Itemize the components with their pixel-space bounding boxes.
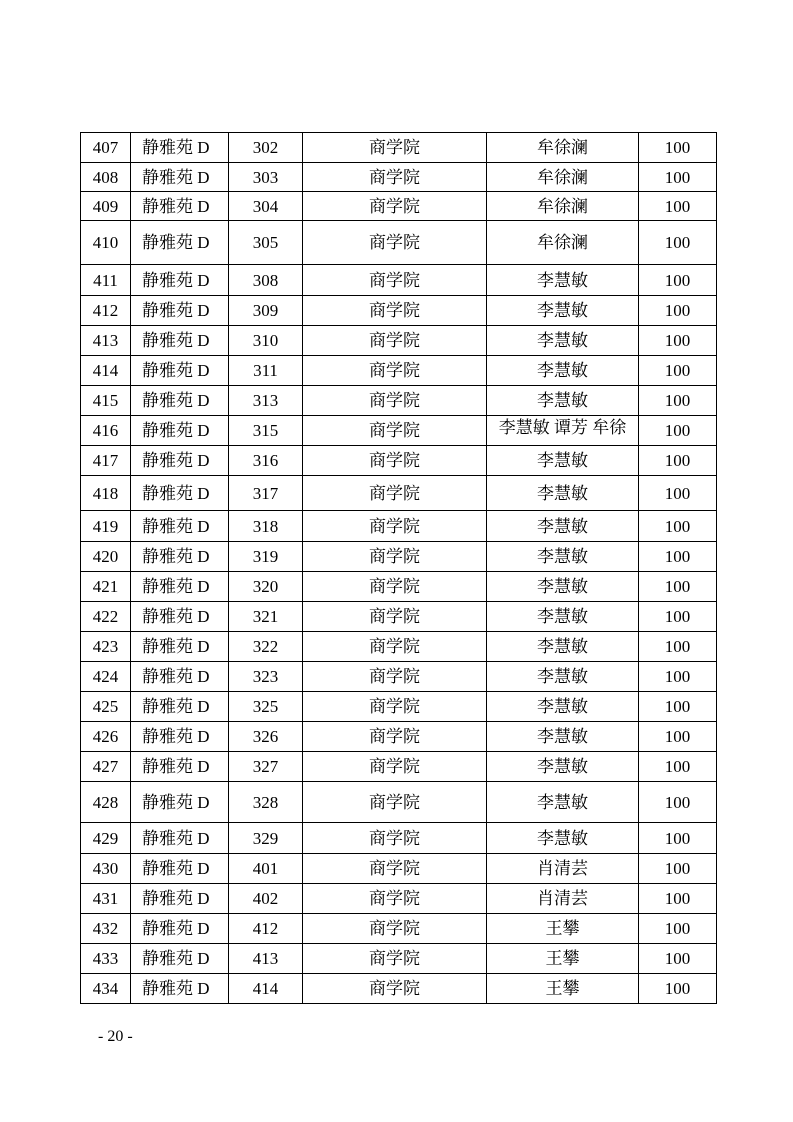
cell-college: 商学院: [303, 944, 487, 974]
cell-no: 424: [81, 662, 131, 692]
cell-room: 323: [229, 662, 303, 692]
cell-building: 静雅苑 D: [131, 854, 229, 884]
cell-building: 静雅苑 D: [131, 752, 229, 782]
cell-building: 静雅苑 D: [131, 914, 229, 944]
cell-building: 静雅苑 D: [131, 602, 229, 632]
cell-score: 100: [639, 602, 717, 632]
cell-no: 407: [81, 133, 131, 163]
cell-building: 静雅苑 D: [131, 632, 229, 662]
cell-score: 100: [639, 823, 717, 854]
table-row: [81, 446, 717, 476]
page-number: - 20 -: [98, 1028, 133, 1045]
cell-teacher: 李慧敏: [487, 296, 639, 326]
table-row: [81, 914, 717, 944]
cell-no: 422: [81, 602, 131, 632]
cell-room: 327: [229, 752, 303, 782]
cell-college: 商学院: [303, 265, 487, 296]
cell-building: 静雅苑 D: [131, 823, 229, 854]
cell-teacher: 李慧敏: [487, 476, 639, 511]
cell-teacher: 李慧敏: [487, 722, 639, 752]
table-row: [81, 326, 717, 356]
cell-college: 商学院: [303, 446, 487, 476]
cell-teacher: 李慧敏: [487, 386, 639, 416]
cell-room: 305: [229, 221, 303, 265]
cell-building: 静雅苑 D: [131, 416, 229, 446]
cell-teacher: 肖清芸: [487, 884, 639, 914]
cell-score: 100: [639, 884, 717, 914]
cell-no: 417: [81, 446, 131, 476]
cell-room: 414: [229, 974, 303, 1004]
cell-college: 商学院: [303, 974, 487, 1004]
cell-teacher: 李慧敏: [487, 782, 639, 823]
cell-no: 409: [81, 192, 131, 221]
table-row: [81, 823, 717, 854]
cell-college: 商学院: [303, 192, 487, 221]
cell-score: 100: [639, 632, 717, 662]
cell-building: 静雅苑 D: [131, 356, 229, 386]
cell-no: 432: [81, 914, 131, 944]
table-row: [81, 602, 717, 632]
cell-college: 商学院: [303, 542, 487, 572]
cell-building: 静雅苑 D: [131, 572, 229, 602]
cell-score: 100: [639, 476, 717, 511]
cell-building: 静雅苑 D: [131, 692, 229, 722]
cell-teacher: 牟徐澜: [487, 192, 639, 221]
cell-building: 静雅苑 D: [131, 782, 229, 823]
cell-teacher: 王攀: [487, 944, 639, 974]
cell-building: 静雅苑 D: [131, 476, 229, 511]
table-row: [81, 542, 717, 572]
cell-building: 静雅苑 D: [131, 542, 229, 572]
cell-teacher: 牟徐澜: [487, 133, 639, 163]
cell-no: 420: [81, 542, 131, 572]
table-row: [81, 572, 717, 602]
cell-teacher: 李慧敏: [487, 602, 639, 632]
cell-building: 静雅苑 D: [131, 662, 229, 692]
table-row: [81, 192, 717, 221]
cell-building: 静雅苑 D: [131, 326, 229, 356]
table-row: [81, 511, 717, 542]
table-row: [81, 356, 717, 386]
cell-score: 100: [639, 914, 717, 944]
cell-no: 413: [81, 326, 131, 356]
table-row: [81, 416, 717, 446]
cell-teacher: 李慧敏: [487, 265, 639, 296]
cell-teacher: 王攀: [487, 974, 639, 1004]
cell-room: 303: [229, 163, 303, 192]
table-row: [81, 386, 717, 416]
cell-college: 商学院: [303, 476, 487, 511]
cell-building: 静雅苑 D: [131, 133, 229, 163]
cell-teacher: 李慧敏: [487, 356, 639, 386]
cell-teacher: 李慧敏: [487, 542, 639, 572]
cell-room: 412: [229, 914, 303, 944]
cell-college: 商学院: [303, 823, 487, 854]
cell-score: 100: [639, 265, 717, 296]
cell-no: 416: [81, 416, 131, 446]
cell-score: 100: [639, 163, 717, 192]
cell-no: 408: [81, 163, 131, 192]
cell-no: 427: [81, 752, 131, 782]
cell-room: 325: [229, 692, 303, 722]
cell-college: 商学院: [303, 221, 487, 265]
cell-building: 静雅苑 D: [131, 511, 229, 542]
cell-building: 静雅苑 D: [131, 722, 229, 752]
cell-score: 100: [639, 542, 717, 572]
cell-teacher: 牟徐澜: [487, 163, 639, 192]
cell-teacher: 肖清芸: [487, 854, 639, 884]
cell-score: 100: [639, 974, 717, 1004]
cell-score: 100: [639, 356, 717, 386]
cell-no: 426: [81, 722, 131, 752]
cell-no: 418: [81, 476, 131, 511]
cell-teacher: 李慧敏: [487, 326, 639, 356]
cell-room: 309: [229, 296, 303, 326]
cell-teacher: 李慧敏: [487, 511, 639, 542]
cell-college: 商学院: [303, 662, 487, 692]
cell-room: 315: [229, 416, 303, 446]
table-row: [81, 476, 717, 511]
cell-building: 静雅苑 D: [131, 163, 229, 192]
cell-teacher: 李慧敏: [487, 692, 639, 722]
cell-score: 100: [639, 221, 717, 265]
cell-no: 431: [81, 884, 131, 914]
table-row: [81, 944, 717, 974]
cell-room: 311: [229, 356, 303, 386]
cell-building: 静雅苑 D: [131, 296, 229, 326]
cell-room: 318: [229, 511, 303, 542]
cell-no: 428: [81, 782, 131, 823]
cell-college: 商学院: [303, 296, 487, 326]
cell-no: 412: [81, 296, 131, 326]
cell-score: 100: [639, 854, 717, 884]
cell-room: 313: [229, 386, 303, 416]
table-row: [81, 782, 717, 823]
table-row: [81, 662, 717, 692]
cell-college: 商学院: [303, 163, 487, 192]
cell-score: 100: [639, 692, 717, 722]
cell-room: 316: [229, 446, 303, 476]
cell-room: 328: [229, 782, 303, 823]
cell-teacher: 李慧敏: [487, 662, 639, 692]
cell-teacher: 李慧敏: [487, 446, 639, 476]
cell-no: 429: [81, 823, 131, 854]
cell-teacher: 李慧敏: [487, 632, 639, 662]
cell-no: 411: [81, 265, 131, 296]
cell-no: 433: [81, 944, 131, 974]
cell-no: 414: [81, 356, 131, 386]
cell-room: 304: [229, 192, 303, 221]
cell-score: 100: [639, 511, 717, 542]
cell-college: 商学院: [303, 752, 487, 782]
cell-score: 100: [639, 192, 717, 221]
table-row: [81, 884, 717, 914]
cell-teacher: 李慧敏: [487, 572, 639, 602]
cell-score: 100: [639, 572, 717, 602]
cell-college: 商学院: [303, 356, 487, 386]
cell-college: 商学院: [303, 326, 487, 356]
cell-room: 320: [229, 572, 303, 602]
cell-score: 100: [639, 782, 717, 823]
cell-room: 322: [229, 632, 303, 662]
cell-score: 100: [639, 296, 717, 326]
cell-college: 商学院: [303, 632, 487, 662]
cell-no: 421: [81, 572, 131, 602]
cell-room: 401: [229, 854, 303, 884]
cell-building: 静雅苑 D: [131, 192, 229, 221]
cell-college: 商学院: [303, 884, 487, 914]
cell-building: 静雅苑 D: [131, 221, 229, 265]
cell-score: 100: [639, 944, 717, 974]
cell-college: 商学院: [303, 914, 487, 944]
cell-teacher: 王攀: [487, 914, 639, 944]
cell-no: 415: [81, 386, 131, 416]
cell-room: 310: [229, 326, 303, 356]
cell-score: 100: [639, 752, 717, 782]
cell-teacher: 李慧敏: [487, 823, 639, 854]
cell-score: 100: [639, 722, 717, 752]
cell-score: 100: [639, 386, 717, 416]
table-row: [81, 692, 717, 722]
cell-no: 423: [81, 632, 131, 662]
cell-room: 317: [229, 476, 303, 511]
cell-score: 100: [639, 662, 717, 692]
cell-college: 商学院: [303, 511, 487, 542]
cell-room: 302: [229, 133, 303, 163]
dormitory-table: [80, 132, 717, 1004]
cell-teacher: 牟徐澜: [487, 221, 639, 265]
cell-room: 326: [229, 722, 303, 752]
cell-no: 419: [81, 511, 131, 542]
cell-college: 商学院: [303, 854, 487, 884]
cell-score: 100: [639, 416, 717, 446]
cell-college: 商学院: [303, 416, 487, 446]
table-body: [81, 133, 717, 1004]
cell-building: 静雅苑 D: [131, 265, 229, 296]
cell-teacher: 李慧敏: [487, 752, 639, 782]
table-row: [81, 752, 717, 782]
cell-room: 321: [229, 602, 303, 632]
cell-room: 319: [229, 542, 303, 572]
table-row: [81, 163, 717, 192]
cell-no: 434: [81, 974, 131, 1004]
cell-room: 402: [229, 884, 303, 914]
cell-no: 425: [81, 692, 131, 722]
table-row: [81, 854, 717, 884]
table-row: [81, 133, 717, 163]
cell-building: 静雅苑 D: [131, 944, 229, 974]
cell-score: 100: [639, 133, 717, 163]
cell-building: 静雅苑 D: [131, 386, 229, 416]
cell-no: 410: [81, 221, 131, 265]
cell-college: 商学院: [303, 782, 487, 823]
table-row: [81, 265, 717, 296]
cell-college: 商学院: [303, 133, 487, 163]
cell-score: 100: [639, 326, 717, 356]
cell-room: 329: [229, 823, 303, 854]
cell-building: 静雅苑 D: [131, 446, 229, 476]
cell-room: 308: [229, 265, 303, 296]
table-row: [81, 296, 717, 326]
table-row: [81, 221, 717, 265]
cell-score: 100: [639, 446, 717, 476]
cell-teacher: 李慧敏 谭芳 牟徐: [487, 416, 639, 446]
cell-room: 413: [229, 944, 303, 974]
cell-college: 商学院: [303, 602, 487, 632]
cell-college: 商学院: [303, 692, 487, 722]
cell-building: 静雅苑 D: [131, 974, 229, 1004]
cell-no: 430: [81, 854, 131, 884]
cell-building: 静雅苑 D: [131, 884, 229, 914]
table-row: [81, 722, 717, 752]
table-row: [81, 632, 717, 662]
cell-college: 商学院: [303, 722, 487, 752]
cell-college: 商学院: [303, 572, 487, 602]
table-row: [81, 974, 717, 1004]
cell-college: 商学院: [303, 386, 487, 416]
